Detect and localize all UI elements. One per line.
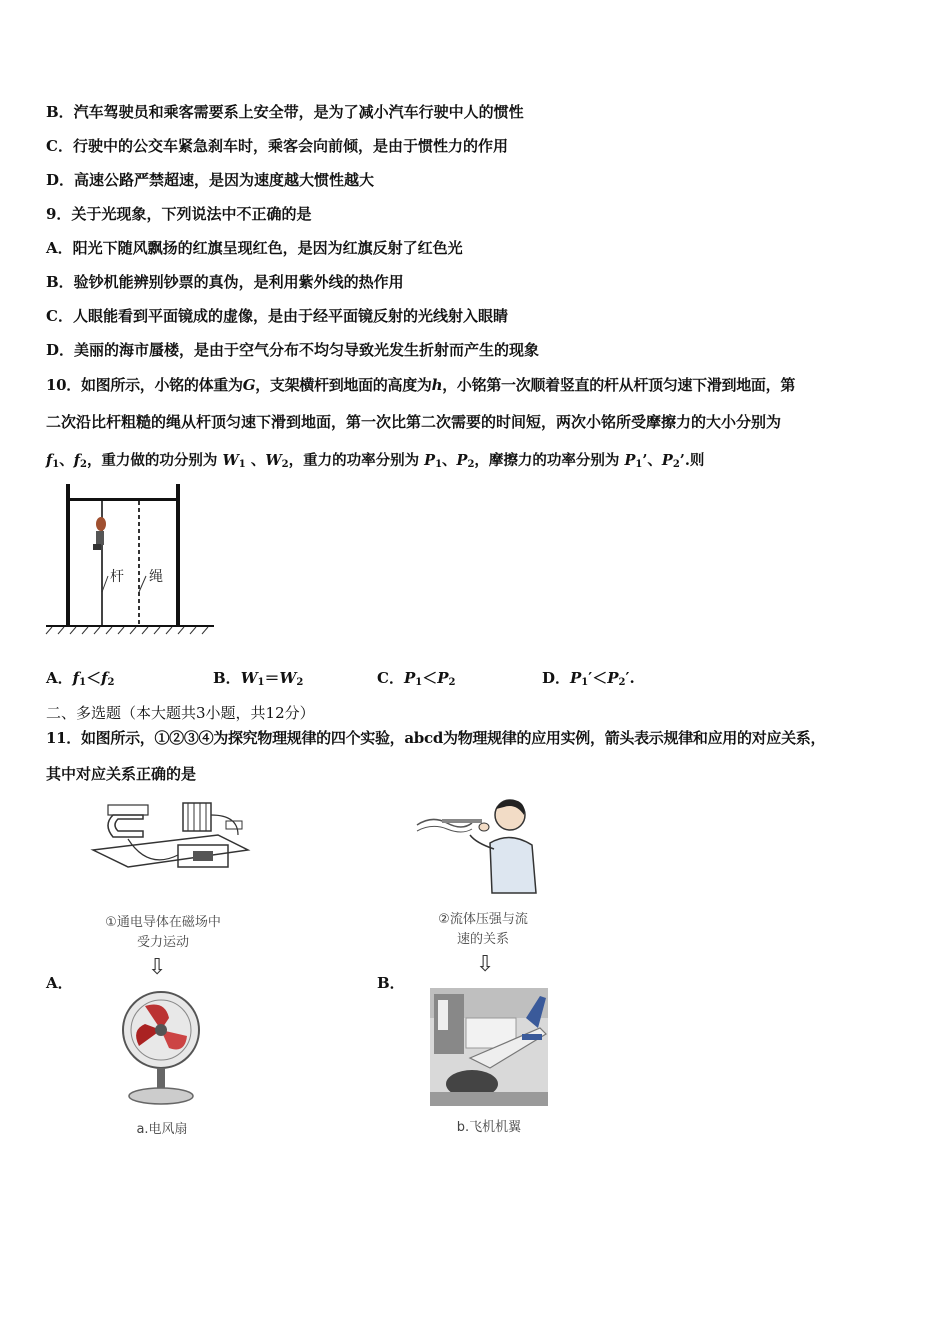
q8-option-d: D．高速公路严禁超速，是因为速度越大惯性越大 (46, 171, 375, 189)
down-arrow-icon: ⇩ (476, 952, 495, 977)
q10-option-a: A．$f_1<f_2$ (46, 669, 115, 688)
q10-stem-line1: 10．如图所示，小铭的体重为G，支架横杆到地面的高度为h，小铭第一次顺着竖直的杆从杆顶匀速下滑到地面，第 (46, 376, 796, 394)
blowing-paper-figure (412, 793, 542, 898)
q10-stem-line3: $f_1$、$f_2$，重力做的功分别为 $W_1$ 、$W_2$，重力的功率分别为 $P_1$、$P_2$，摩擦力的功率分别为 $P_1$’、$P_2$’.则 (46, 452, 705, 470)
person-icon (93, 517, 106, 550)
q9-option-a: A．阳光下随风飘扬的红旗呈现红色，是因为红旗反射了红色光 (46, 239, 463, 257)
q10-option-d: D．$P_1'<P_2'$. (542, 669, 635, 688)
fig-a-caption: ①通电导体在磁场中 受力运动 (105, 915, 221, 950)
q9-stem: 9．关于光现象，下列说法中不正确的是 (46, 205, 312, 223)
q11-stem-line1: 11．如图所示，①②③④为探究物理规律的四个实验，abcd为物理规律的应用实例，箭头表示规律和应用的对应关系， (46, 729, 826, 747)
q9-option-d: D．美丽的海市蜃楼，是由于空气分布不均匀导致光发生折射而产生的现象 (46, 341, 540, 359)
motor-experiment-figure (88, 795, 253, 890)
app-a-caption: a.电风扇 (136, 1122, 188, 1137)
q9-option-b: B．验钞机能辨别钞票的真伪，是利用紫外线的热作用 (46, 273, 404, 291)
pole-label: 杆 (110, 569, 124, 585)
down-arrow-icon: ⇩ (148, 955, 167, 980)
rope-label: 绳 (149, 569, 163, 585)
q10-option-b: B．$W_1=W_2$ (213, 669, 304, 688)
q11-stem-line2: 其中对应关系正确的是 (46, 765, 197, 783)
q8-option-b: B．汽车驾驶员和乘客需要系上安全带，是为了减小汽车行驶中人的惯性 (46, 103, 524, 121)
electric-fan-figure (115, 988, 207, 1106)
q10-option-c: C．$P_1<P_2$ (377, 669, 456, 688)
airplane-wing-figure (430, 988, 548, 1106)
q9-option-c: C．人眼能看到平面镜成的虚像，是由于经平面镜反射的光线射入眼睛 (46, 307, 508, 325)
fig-b-caption: ②流体压强与流 速的关系 (438, 912, 528, 947)
q10-stem-line2: 二次沿比杆粗糙的绳从杆顶匀速下滑到地面，第一次比第二次需要的时间短，两次小铭所受摩擦力的大小分别为 (46, 413, 782, 431)
app-b-caption: b.飞机机翼 (456, 1120, 522, 1135)
section-2-title: 二、多选题（本大题共3小题，共12分） (46, 704, 315, 722)
q11-option-b: B． (377, 974, 405, 992)
q8-option-c: C．行驶中的公交车紧急刹车时，乘客会向前倾，是由于惯性力的作用 (46, 137, 508, 155)
q11-option-a: A． (46, 974, 73, 992)
q10-pole-rope-figure (44, 482, 216, 638)
